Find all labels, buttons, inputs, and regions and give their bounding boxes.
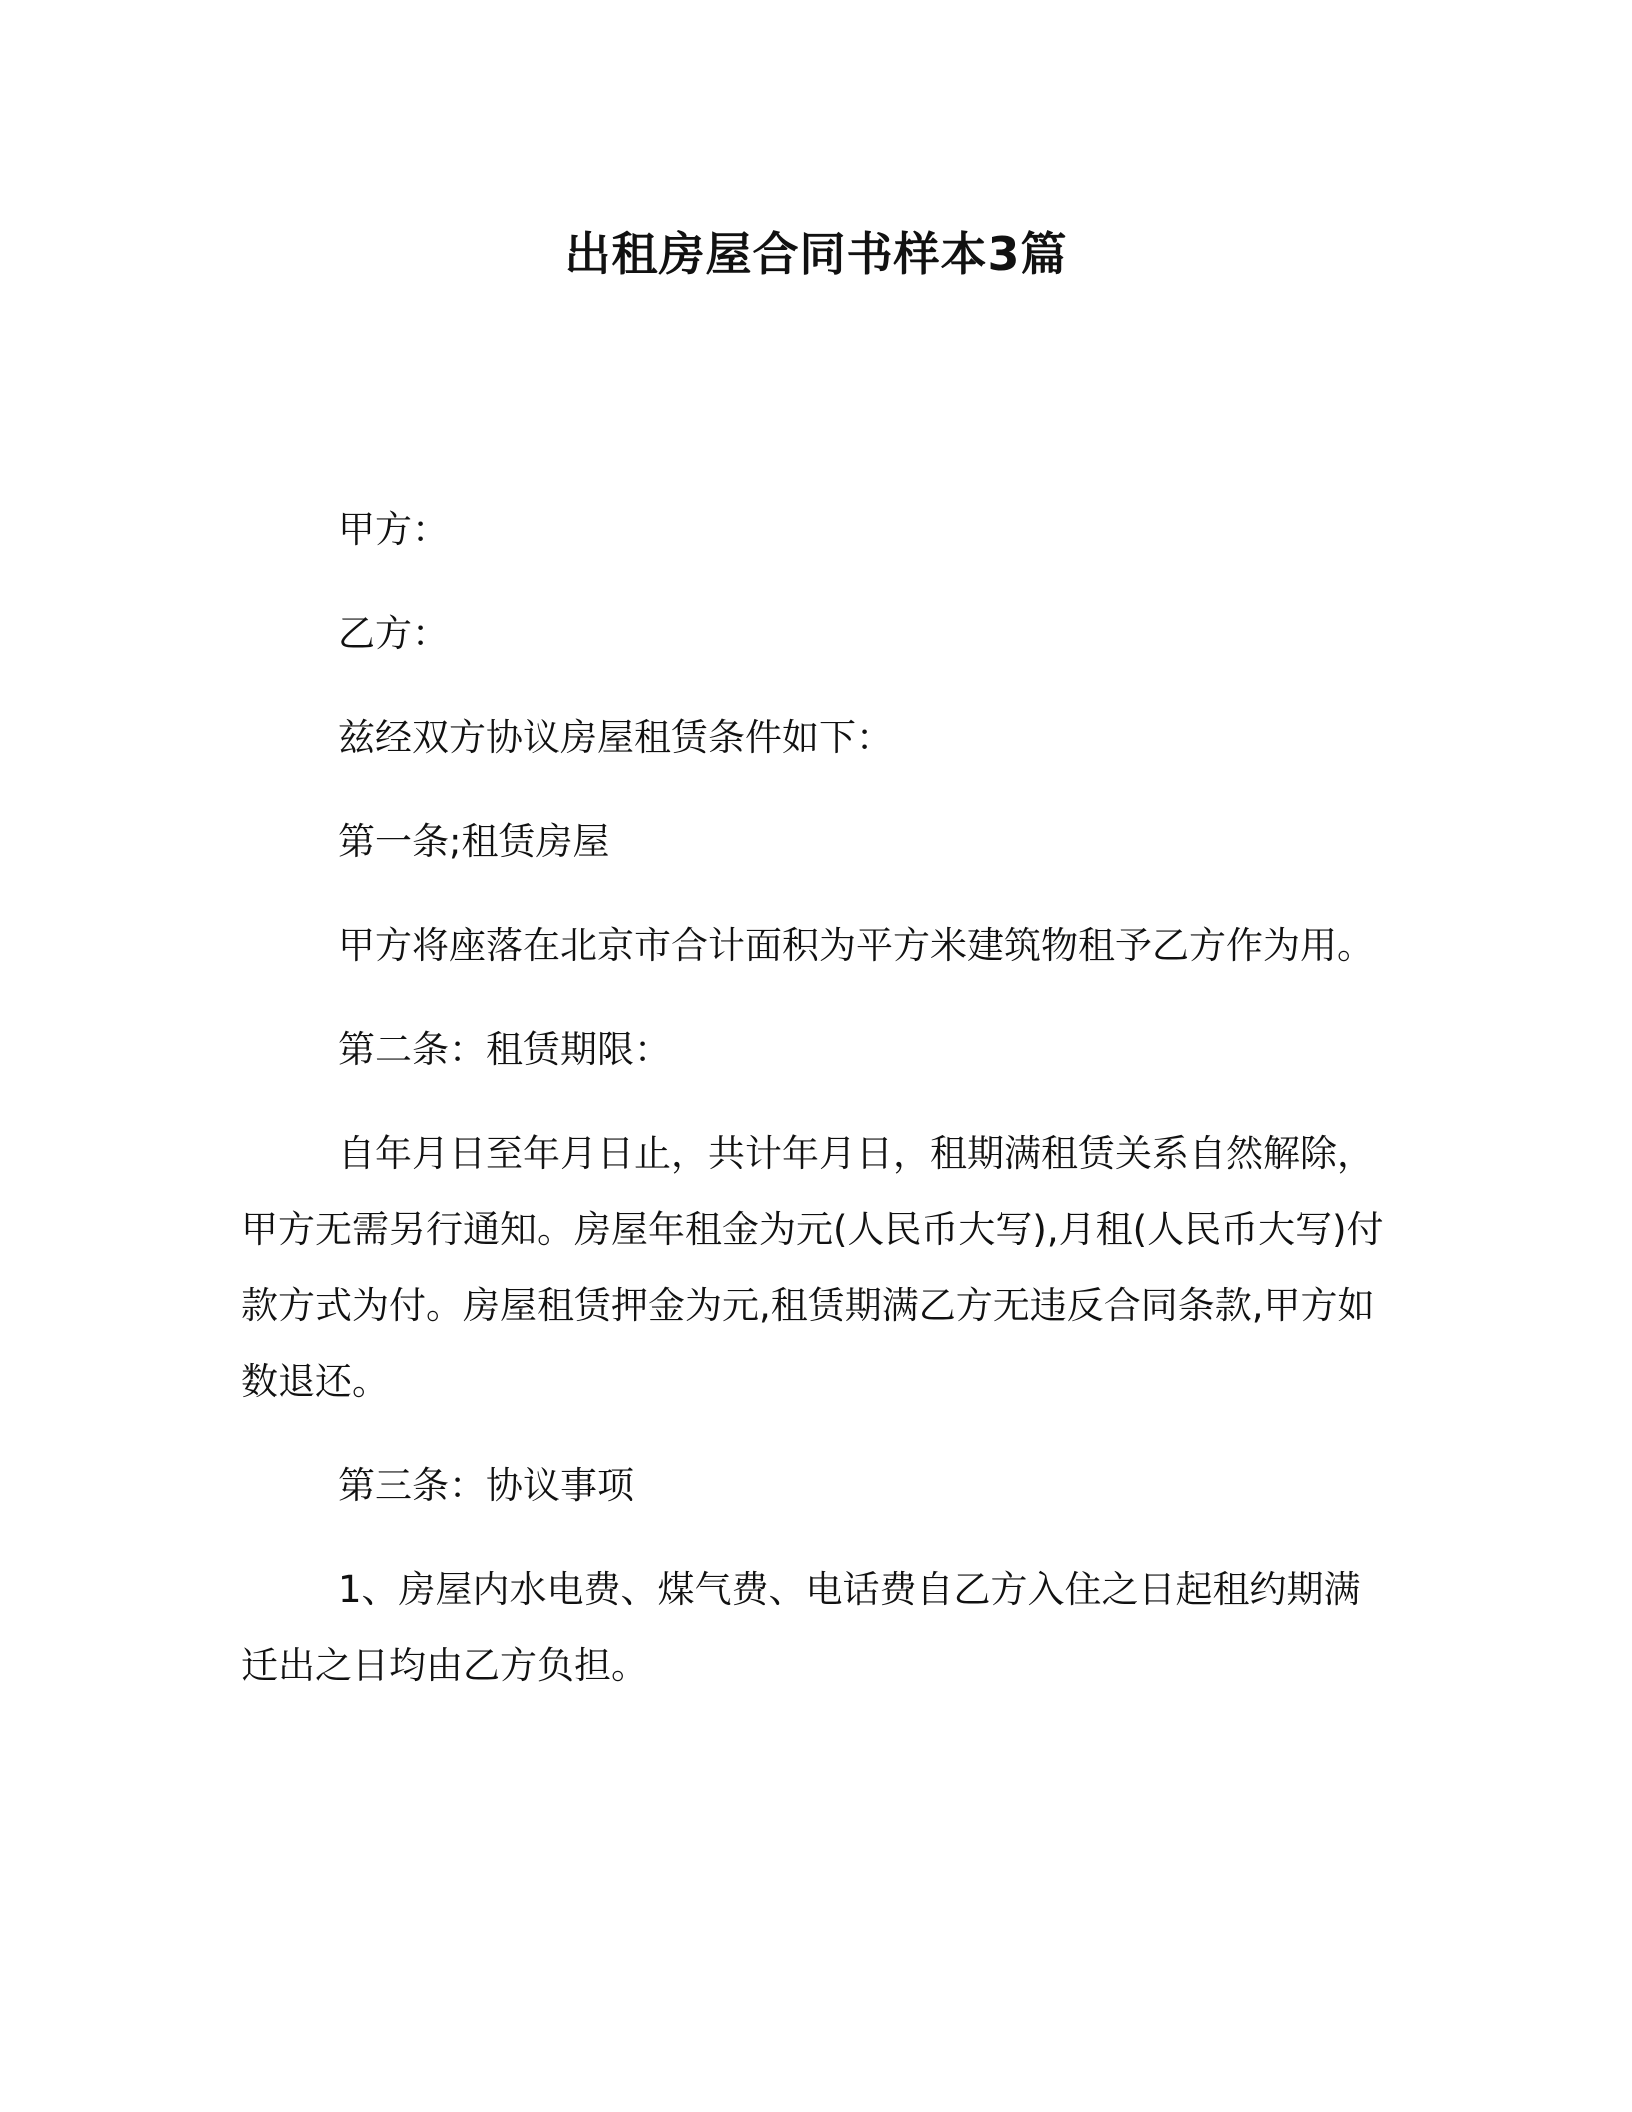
article-3-item-1: 1、房屋内水电费、煤气费、电话费自乙方入住之日起租约期满迁出之日均由乙方负担。 [241,1568,1361,1687]
party-a-line: 甲方： [338,508,449,551]
article-3-heading: 第三条：协议事项 [338,1464,634,1507]
article-2-heading: 第二条：租赁期限： [338,1028,671,1071]
article-2-body: 自年月日至年月日止，共计年月日，租期满租赁关系自然解除，甲方无需另行通知。房屋年租金为元(人民币大写),月租(人民币大写)付款方式为付。房屋租赁押金为元,租赁期满乙方无违反合同条款,甲方如数退还。 [241,1132,1384,1403]
article-1-body: 甲方将座落在北京市合计面积为平方米建筑物租予乙方作为用。 [338,924,1374,967]
party-b-line: 乙方： [338,612,449,655]
article-1-heading: 第一条;租赁房屋 [338,820,610,863]
document-title: 出租房屋合同书样本3篇 [564,227,1068,281]
intro-paragraph: 兹经双方协议房屋租赁条件如下： [338,716,893,759]
